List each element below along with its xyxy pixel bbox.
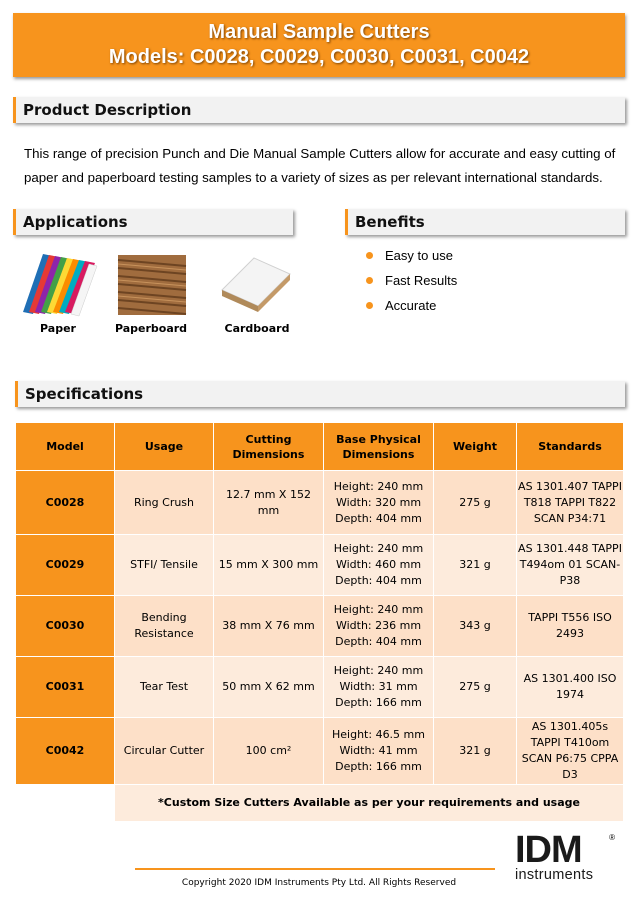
model-cell: C0030 (16, 596, 115, 657)
base-depth: Depth: 404 mm (335, 511, 422, 525)
footer-divider (135, 868, 495, 870)
application-label: Cardboard (224, 322, 290, 335)
standards-cell: AS 1301.448 TAPPI T494om 01 SCAN-P38 (517, 535, 624, 596)
column-header: Standards (517, 423, 624, 471)
standards-cell: AS 1301.405s TAPPI T410om SCAN P6:75 CPPA D3 (517, 718, 624, 785)
cutting-cell: 12.7 mm X 152 mm (214, 471, 324, 535)
base-depth: Depth: 166 mm (335, 696, 422, 709)
weight-cell: 343 g (434, 596, 517, 657)
base-cell (324, 657, 434, 718)
applications-heading: Applications (13, 209, 293, 235)
table-row (16, 596, 624, 657)
title-line-1: Manual Sample Cutters (208, 21, 430, 43)
table-row (16, 657, 624, 718)
benefits-list (366, 243, 457, 318)
base-height: Height: 240 mm (333, 603, 424, 616)
usage-cell: Ring Crush (115, 471, 214, 535)
standards-cell: AS 1301.400 ISO 1974 (517, 657, 624, 718)
column-header: Weight (434, 423, 517, 471)
standards-cell: AS 1301.407 TAPPI T818 TAPPI T822 SCAN P34:71 (517, 471, 624, 535)
model-cell: C0028 (16, 471, 115, 535)
cutting-cell: 15 mm X 300 mm (214, 535, 324, 596)
list-item (366, 243, 457, 268)
cardboard-image (212, 252, 302, 318)
table-row (16, 718, 624, 785)
base-cell (324, 535, 434, 596)
benefit-text: Fast Results (385, 273, 458, 288)
bullet-icon (366, 277, 373, 284)
table-header-row (16, 423, 624, 471)
application-label: Paper (40, 322, 76, 335)
bullet-icon (366, 302, 373, 309)
cutting-cell: 100 cm² (214, 718, 324, 785)
base-cell (324, 596, 434, 657)
base-width: Width: 31 mm (339, 680, 418, 693)
usage-cell: STFI/ Tensile (115, 535, 214, 596)
base-depth: Depth: 404 mm (335, 574, 422, 587)
logo-wordmark: IDM (515, 829, 582, 871)
benefit-text: Accurate (385, 298, 437, 313)
weight-cell: 275 g (434, 471, 517, 535)
base-depth: Depth: 166 mm (335, 760, 422, 773)
base-width: Width: 41 mm (339, 744, 418, 757)
weight-cell: 321 g (434, 535, 517, 596)
cutting-cell: 50 mm X 62 mm (214, 657, 324, 718)
weight-cell: 275 g (434, 657, 517, 718)
usage-cell: Bending Resistance (115, 596, 214, 657)
base-height: Height: 240 mm (333, 479, 424, 493)
base-height: Height: 240 mm (333, 664, 424, 677)
standards-cell: TAPPI T556 ISO 2493 (517, 596, 624, 657)
copyright-text: Copyright 2020 IDM Instruments Pty Ltd. All Rights Reserved (181, 878, 457, 888)
model-cell: C0029 (16, 535, 115, 596)
base-height: Height: 46.5 mm (332, 728, 425, 741)
table-row (16, 535, 624, 596)
cutting-cell: 38 mm X 76 mm (214, 596, 324, 657)
base-cell (324, 471, 434, 535)
paperboard-image (106, 252, 196, 318)
base-depth: Depth: 404 mm (335, 635, 422, 648)
base-cell (324, 718, 434, 785)
benefits-heading: Benefits (345, 209, 625, 235)
column-header: Cutting Dimensions (214, 423, 324, 471)
benefit-text: Easy to use (385, 248, 453, 263)
application-label: Paperboard (114, 322, 188, 335)
table-row (16, 471, 624, 535)
usage-cell: Circular Cutter (115, 718, 214, 785)
product-description-heading: Product Description (13, 97, 625, 123)
model-cell: C0031 (16, 657, 115, 718)
paper-stack-image (13, 252, 103, 318)
column-header: Usage (115, 423, 214, 471)
list-item (366, 268, 457, 293)
column-header: Model (16, 423, 115, 471)
column-header: Base Physical Dimensions (324, 423, 434, 471)
registered-mark: ® (609, 833, 615, 842)
title-line-2: Models: C0028, C0029, C0030, C0031, C0042 (108, 46, 530, 68)
title-banner (13, 13, 625, 77)
weight-cell: 321 g (434, 718, 517, 785)
specifications-table (15, 422, 624, 822)
base-width: Width: 460 mm (335, 558, 422, 571)
model-cell: C0042 (16, 718, 115, 785)
usage-cell: Tear Test (115, 657, 214, 718)
idm-logo (513, 831, 623, 887)
base-width: Width: 236 mm (335, 619, 422, 632)
logo-subtitle: instruments (515, 867, 594, 883)
specifications-heading: Specifications (15, 381, 625, 407)
table-note-row (16, 785, 624, 822)
bullet-icon (366, 252, 373, 259)
product-description-text: This range of precision Punch and Die Manual Sample Cutters allow for accurate and easy cutting of paper and paperboard testing samples to a variety of sizes as per relevant international standards. (24, 146, 616, 185)
empty-cell (16, 785, 115, 822)
custom-size-note: *Custom Size Cutters Available as per your requirements and usage (115, 785, 624, 822)
list-item (366, 293, 457, 318)
base-height: Height: 240 mm (333, 542, 424, 555)
base-width: Width: 320 mm (335, 495, 422, 509)
